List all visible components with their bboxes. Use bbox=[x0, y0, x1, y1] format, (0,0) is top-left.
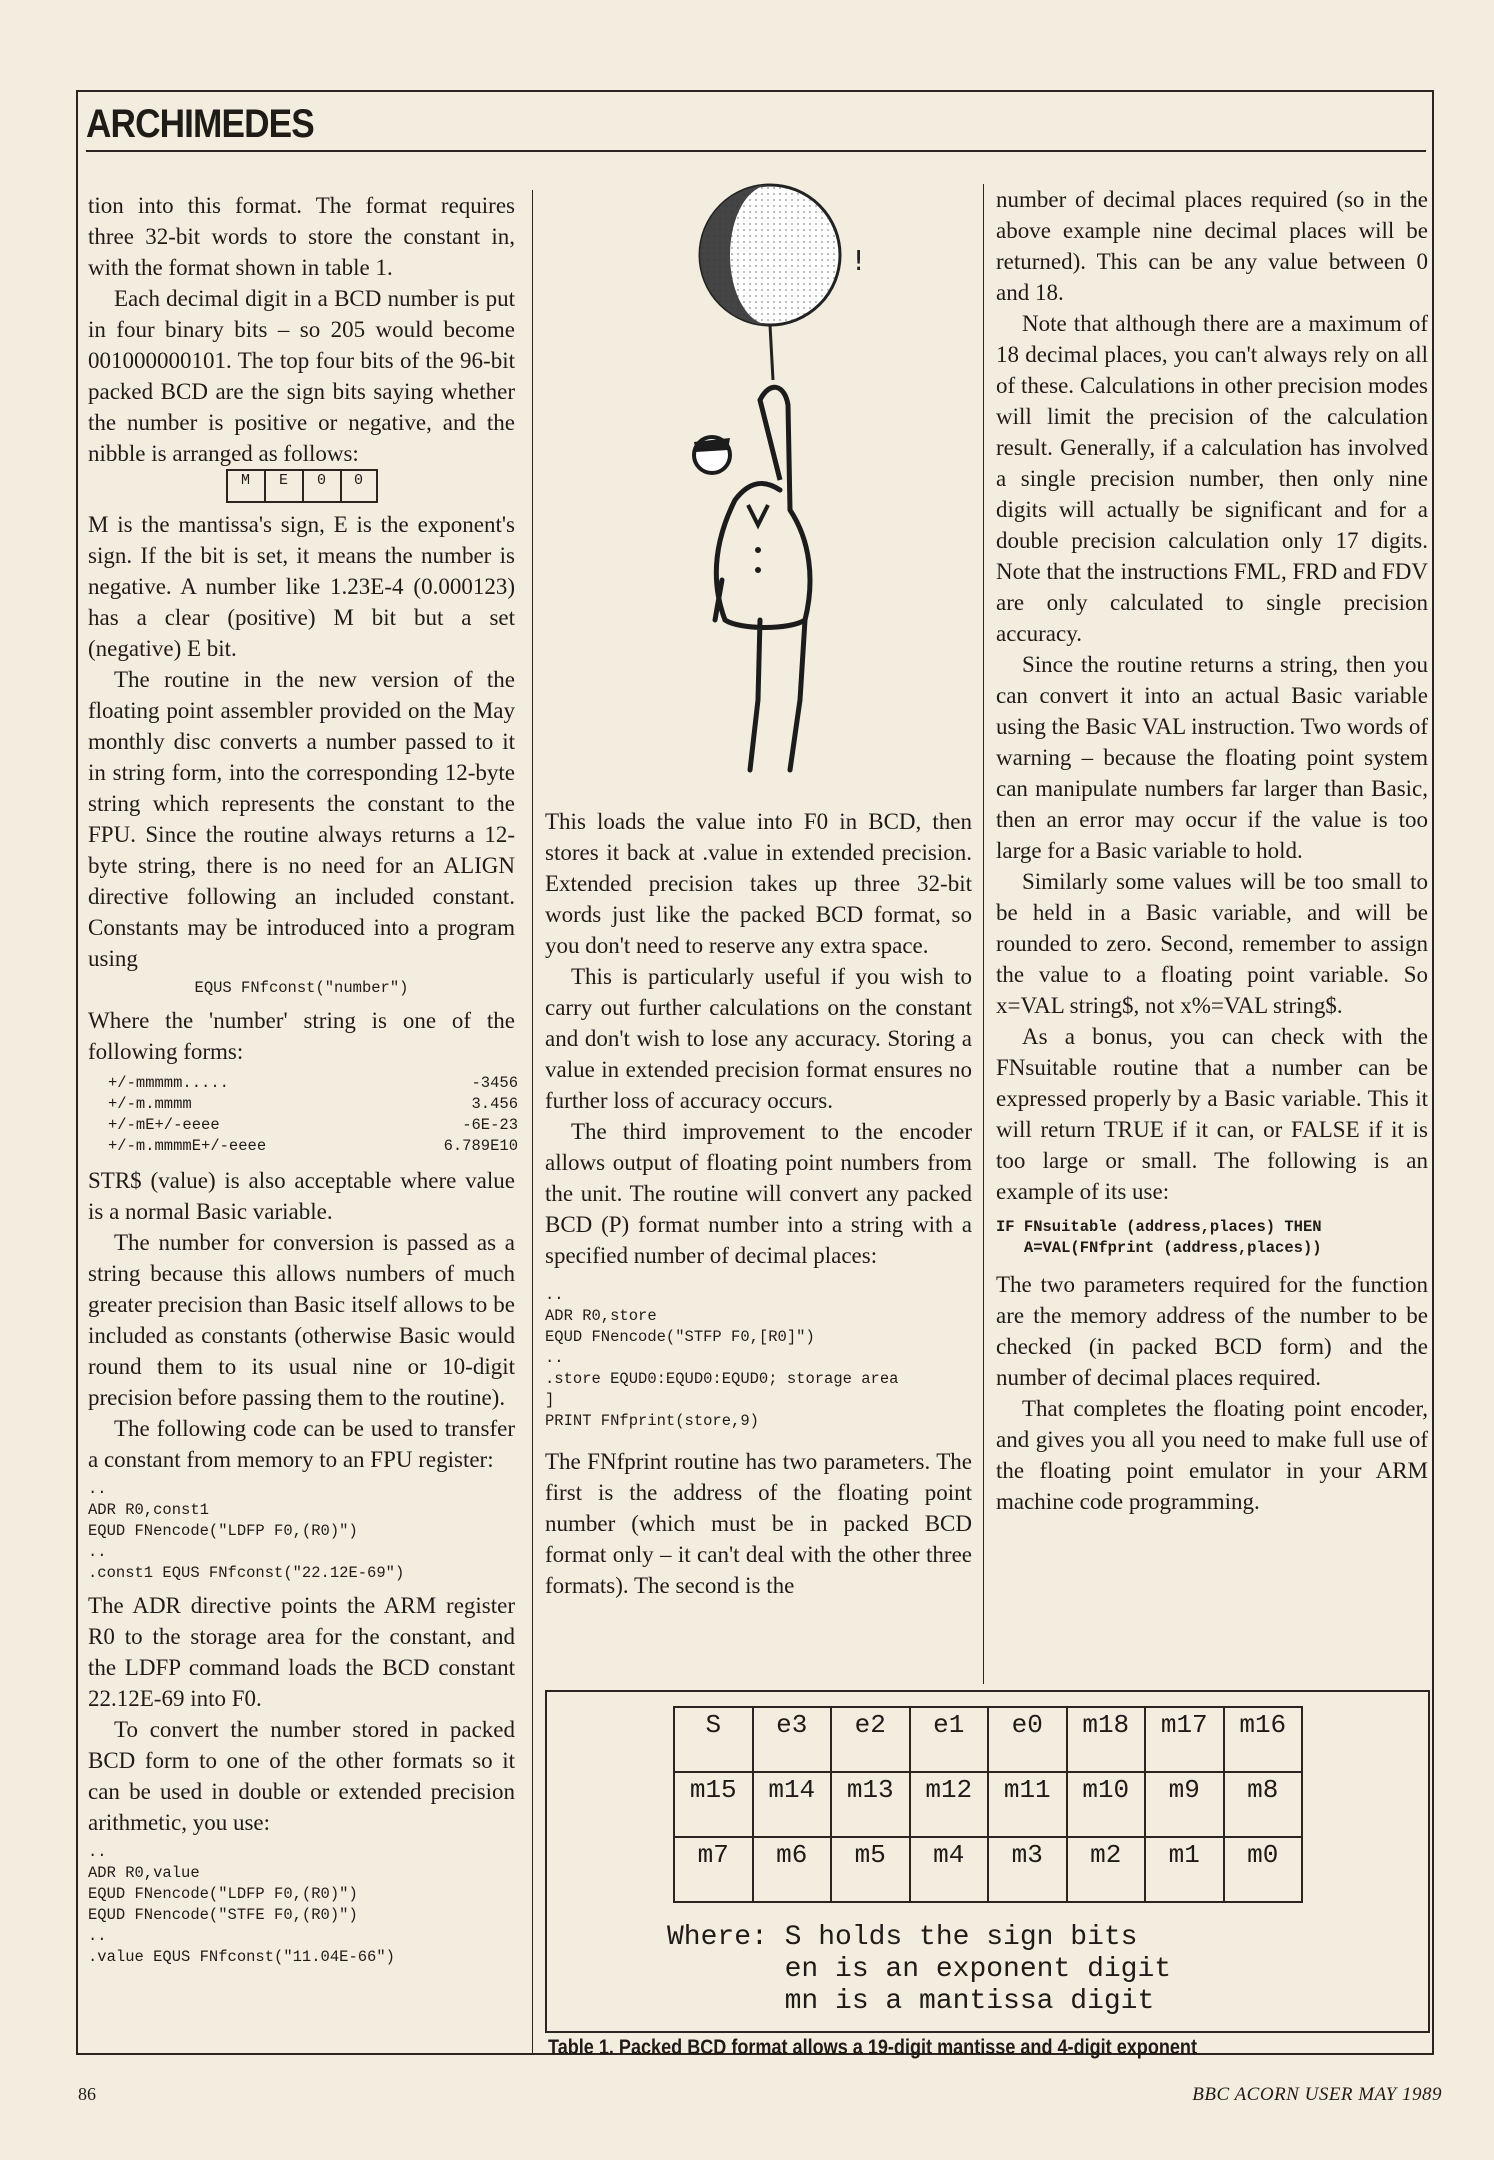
table-cell: m4 bbox=[909, 1838, 988, 1903]
code-block: .. ADR R0,value EQUD FNencode("LDFP F0,(R0)") EQUD FNencode("STFE F0,(R0)") .. .value EQUS FNfconst("11.04E-66") bbox=[88, 1843, 395, 1966]
bcd-format-table bbox=[545, 1690, 1430, 2033]
table-grid bbox=[673, 1708, 1303, 1903]
paragraph: This loads the value into F0 in BCD, then stores it back at .value in extended precision. Extended precision takes up three 32-bit words just like the packed BCD format, so you don't need to reserve any extra space. bbox=[545, 809, 972, 958]
column-2 bbox=[545, 806, 972, 1601]
paragraph: The ADR directive points the ARM register R0 to the storage area for the constant, and the LDFP command loads the BCD constant 22.12E-69 into F0. bbox=[88, 1593, 515, 1711]
nibble-cell: 0 bbox=[302, 471, 340, 503]
paragraph: Similarly some values will be too small to be held in a Basic variable, and will be rounded to zero. Second, remember to assign the value to a floating point variable. So x=VAL string$, not x%=VAL string$. bbox=[996, 869, 1428, 1018]
code-line: EQUS FNfconst("number") bbox=[194, 979, 409, 997]
table-cell: m6 bbox=[752, 1838, 831, 1903]
column-3 bbox=[996, 184, 1428, 1517]
table-cell: m18 bbox=[1066, 1708, 1145, 1773]
table-cell: m17 bbox=[1144, 1708, 1223, 1773]
paragraph: tion into this format. The format requires three 32-bit words to store the constant in, with the format shown in table 1. bbox=[88, 193, 515, 280]
paragraph: To convert the number stored in packed BCD form to one of the other formats so it can be used in double or extended precision arithmetic, you use: bbox=[88, 1717, 515, 1835]
table-cell: m13 bbox=[830, 1773, 909, 1838]
nibble-cell: 0 bbox=[340, 471, 378, 503]
table-cell: m14 bbox=[752, 1773, 831, 1838]
form-pattern: +/-mmmmm..... bbox=[108, 1074, 229, 1092]
table-cell: m5 bbox=[830, 1838, 909, 1903]
paragraph: STR$ (value) is also acceptable where value is a normal Basic variable. bbox=[88, 1168, 515, 1224]
paragraph: The third improvement to the encoder allows output of floating point numbers from the unit. The routine will convert any packed BCD (P) format number into a string with a specified number of decimal places: bbox=[545, 1119, 972, 1268]
table-cell: m1 bbox=[1144, 1838, 1223, 1903]
table-row bbox=[673, 1773, 1303, 1838]
form-pattern: +/-m.mmmmE+/-eeee bbox=[108, 1137, 267, 1155]
paragraph: Where the 'number' string is one of the following forms: bbox=[88, 1008, 515, 1064]
table-cell: m11 bbox=[987, 1773, 1066, 1838]
paragraph: M is the mantissa's sign, E is the exponent's sign. If the bit is set, it means the number is negative. A number like 1.23E-4 (0.000123) has a clear (positive) M bit but a set (negative) E bit. bbox=[88, 512, 515, 661]
paragraph: The FNfprint routine has two parameters. The first is the address of the floating point number (which must be in packed BCD format only – it can't deal with the other three formats). The second is the bbox=[545, 1449, 972, 1598]
paragraph: As a bonus, you can check with the FNsuitable routine that a number can be expressed properly by a Basic variable. This it will return TRUE if it can, or FALSE if it is too large or small. The following is an example of its use: bbox=[996, 1024, 1428, 1204]
table-cell: m0 bbox=[1223, 1838, 1304, 1903]
table-cell: m12 bbox=[909, 1773, 988, 1838]
table-cell: m8 bbox=[1223, 1773, 1304, 1838]
table-cell: e1 bbox=[909, 1708, 988, 1773]
form-pattern: +/-m.mmmm bbox=[108, 1095, 192, 1113]
form-example: 3.456 bbox=[471, 1095, 518, 1113]
table-cell: m7 bbox=[673, 1838, 752, 1903]
man-figure-icon bbox=[715, 387, 810, 770]
paragraph: The routine in the new version of the floating point assembler provided on the May monthly disc converts a number passed to it in string form, into the corresponding 12-byte string which represents the constant to the FPU. Since the routine always returns a 12-byte string, there is no need for an ALIGN directive following an included constant. Constants may be introduced into a program using bbox=[88, 667, 515, 971]
table-row bbox=[673, 1708, 1303, 1773]
paragraph: The number for conversion is passed as a string because this allows numbers of much greater precision than Basic itself allows to be included as constants (otherwise Basic would round them to its usual nine or 10-digit precision before passing them to the routine). bbox=[88, 1230, 515, 1410]
column-divider bbox=[983, 184, 984, 1684]
table-legend: Where: S holds the sign bits en is an exponent digit mn is a mantissa digit bbox=[667, 1922, 1172, 2017]
balloon-man-illustration bbox=[640, 180, 880, 780]
table-cell: e3 bbox=[752, 1708, 831, 1773]
paragraph: Each decimal digit in a BCD number is put in four binary bits – so 205 would become 001000000101. The top four bits of the 96-bit packed BCD are the sign bits saying whether the number is positive or negative, and the nibble is arranged as follows: bbox=[88, 286, 515, 466]
table-cell: m16 bbox=[1223, 1708, 1304, 1773]
table-cell: m9 bbox=[1144, 1773, 1223, 1838]
paragraph: That completes the floating point encoder, and gives you all you need to make full use of the floating point emulator in your ARM machine code programming. bbox=[996, 1396, 1428, 1514]
magazine-footer: BBC ACORN USER MAY 1989 bbox=[1192, 2084, 1442, 2105]
paragraph: Note that although there are a maximum of 18 decimal places, you can't always rely on all of these. Calculations in other precision modes will limit the precision of the calculation result. Generally, if a calculation has involved a single precision number, then only nine digits will actually be significant and for a double precision calculation only 17 digits. Note that the instructions FML, FRD and FDV are only calculated to single precision accuracy. bbox=[996, 311, 1428, 646]
table-cell: S bbox=[673, 1708, 752, 1773]
paragraph: The two parameters required for the function are the memory address of the number to be checked (in packed BCD form) and the number of decimal places required. bbox=[996, 1272, 1428, 1390]
form-example: -3456 bbox=[471, 1074, 518, 1092]
nibble-cell: M bbox=[226, 471, 264, 503]
table-cell: m15 bbox=[673, 1773, 752, 1838]
table-cell: m2 bbox=[1066, 1838, 1145, 1903]
table-cell: m3 bbox=[987, 1838, 1066, 1903]
column-divider bbox=[532, 190, 533, 2055]
form-example: -6E-23 bbox=[462, 1116, 518, 1134]
paragraph: This is particularly useful if you wish to carry out further calculations on the constant and don't wish to lose any accuracy. Storing a value in extended precision format ensures no further loss of accuracy occurs. bbox=[545, 964, 972, 1113]
form-example: 6.789E10 bbox=[443, 1137, 518, 1155]
page-number: 86 bbox=[78, 2084, 96, 2104]
table-row bbox=[673, 1838, 1303, 1903]
paragraph: The following code can be used to transfer a constant from memory to an FPU register: bbox=[88, 1416, 515, 1472]
table-cell: e0 bbox=[987, 1708, 1066, 1773]
number-forms-list bbox=[108, 1073, 518, 1157]
form-pattern: +/-mE+/-eeee bbox=[108, 1116, 220, 1134]
code-block: .. ADR R0,const1 EQUD FNencode("LDFP F0,(R0)") .. .const1 EQUS FNfconst("22.12E-69") bbox=[88, 1480, 405, 1582]
code-block: .. ADR R0,store EQUD FNencode("STFP F0,[R0]") .. .store EQUD0:EQUD0:EQUD0; storage area ] PRINT FNfprint(store,9) bbox=[545, 1286, 899, 1430]
table-cell: m10 bbox=[1066, 1773, 1145, 1838]
column-1 bbox=[88, 190, 518, 1974]
section-title: ARCHIMEDES bbox=[86, 102, 314, 146]
page-header bbox=[86, 100, 1426, 152]
table-cell: e2 bbox=[830, 1708, 909, 1773]
table-caption: Table 1. Packed BCD format allows a 19-digit mantisse and 4-digit exponent bbox=[548, 2036, 1197, 2059]
nibble-cell: E bbox=[264, 471, 302, 503]
nibble-diagram bbox=[88, 471, 515, 503]
paragraph: number of decimal places required (so in the above example nine decimal places will be returned). This can be any value between 0 and 18. bbox=[996, 187, 1428, 305]
svg-text:!: ! bbox=[853, 244, 865, 277]
paragraph: Since the routine returns a string, then you can convert it into an actual Basic variable using the Basic VAL instruction. Two words of warning – because the floating point system can manipulate numbers far larger than Basic, then an error may occur if the value is too large for a Basic variable to hold. bbox=[996, 652, 1428, 863]
balloon-string-icon bbox=[770, 325, 773, 380]
code-block: IF FNsuitable (address,places) THEN A=VAL(FNfprint (address,places)) bbox=[996, 1218, 1322, 1257]
